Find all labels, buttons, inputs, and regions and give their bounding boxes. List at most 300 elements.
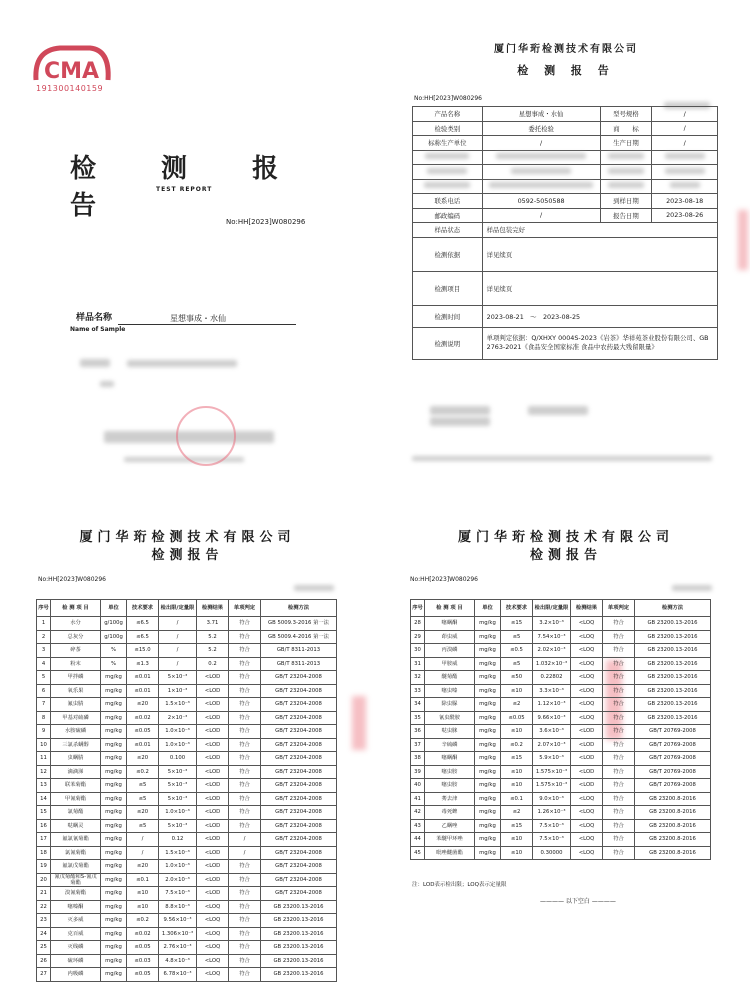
cell: 氰虫酰胺 bbox=[425, 711, 475, 725]
cell: 符合 bbox=[229, 698, 261, 712]
cell: GB 23200.13-2016 bbox=[635, 711, 711, 725]
cell: 11 bbox=[37, 752, 51, 766]
cell: 40 bbox=[411, 779, 425, 793]
cell: 克百威 bbox=[51, 927, 101, 941]
table-row bbox=[37, 873, 337, 887]
col-header: 检测结果 bbox=[571, 600, 603, 617]
cma-logo-text: CMA bbox=[44, 59, 100, 84]
cell: GB/T 23204-2008 bbox=[261, 738, 337, 752]
table-row bbox=[411, 644, 711, 658]
cell: mg/kg bbox=[475, 806, 501, 820]
table-row bbox=[413, 327, 718, 359]
cell: 39 bbox=[411, 765, 425, 779]
cell: 氯氰菊酯 bbox=[51, 846, 101, 860]
cell: 噻螨酮 bbox=[425, 752, 475, 766]
cell: 43 bbox=[411, 819, 425, 833]
cell: <LOQ bbox=[197, 914, 229, 928]
cell: 30 bbox=[411, 644, 425, 658]
col-header: 单项判定 bbox=[603, 600, 635, 617]
cell: ≤5 bbox=[501, 630, 533, 644]
cell: 噻嗪酮 bbox=[51, 900, 101, 914]
cell: 44 bbox=[411, 833, 425, 847]
cell: 14 bbox=[37, 792, 51, 806]
table-row bbox=[411, 684, 711, 698]
cell: 符合 bbox=[229, 887, 261, 901]
cell: <LOD bbox=[197, 873, 229, 887]
redacted-address bbox=[100, 372, 114, 391]
table-row bbox=[37, 833, 337, 847]
cell: 符合 bbox=[603, 630, 635, 644]
cell: mg/kg bbox=[101, 711, 127, 725]
cell: 符合 bbox=[603, 725, 635, 739]
cell: 标称生产单位 bbox=[413, 136, 483, 151]
cell: mg/kg bbox=[475, 792, 501, 806]
report-no: No:HH[2023]W080296 bbox=[414, 95, 482, 102]
redacted-client bbox=[80, 352, 237, 371]
cell: / bbox=[482, 136, 600, 151]
cell: / bbox=[159, 617, 197, 631]
cell: 1.5×10⁻³ bbox=[159, 698, 197, 712]
cell: mg/kg bbox=[475, 684, 501, 698]
cell: g/100g bbox=[101, 630, 127, 644]
cell: 13 bbox=[37, 779, 51, 793]
cell: ≤0.02 bbox=[127, 927, 159, 941]
cell: <LOQ bbox=[571, 819, 603, 833]
cell: 1 bbox=[37, 617, 51, 631]
cell: ≤10 bbox=[127, 887, 159, 901]
cell: 除虫脲 bbox=[425, 698, 475, 712]
cell: mg/kg bbox=[101, 941, 127, 955]
cell: <LOD bbox=[197, 779, 229, 793]
cell: 单项判定依据：Q/XHXY 0004S-2023《岩茶》华祥苑茶业股份有限公司、GB 2763-2021《食品安全国家标准 食品中农药最大残留限量》 bbox=[482, 327, 717, 359]
cell: GB/T 23204-2008 bbox=[261, 671, 337, 685]
table-row bbox=[411, 806, 711, 820]
cell: 哒螨灵 bbox=[51, 819, 101, 833]
cell: ≤10 bbox=[501, 833, 533, 847]
cell: <LOD bbox=[197, 738, 229, 752]
cell: <LOQ bbox=[571, 671, 603, 685]
cell: mg/kg bbox=[475, 617, 501, 631]
cell: ≤0.01 bbox=[127, 684, 159, 698]
cell: 5×10⁻³ bbox=[159, 792, 197, 806]
table-row bbox=[413, 223, 718, 238]
cell: ≤2 bbox=[501, 698, 533, 712]
cell: 25 bbox=[37, 941, 51, 955]
cell: 符合 bbox=[603, 671, 635, 685]
col-header: 检出限/定量限 bbox=[159, 600, 197, 617]
cell: mg/kg bbox=[475, 657, 501, 671]
cell: <LOQ bbox=[197, 968, 229, 982]
cell: 毒死蜱 bbox=[425, 806, 475, 820]
cell: GB/T 20769-2008 bbox=[635, 752, 711, 766]
cover-title-en: TEST REPORT bbox=[156, 186, 213, 193]
cell: 7 bbox=[37, 698, 51, 712]
cell: 7.5×10⁻³ bbox=[533, 833, 571, 847]
cell: 34 bbox=[411, 698, 425, 712]
cell: GB/T 8311-2013 bbox=[261, 644, 337, 658]
signature-row bbox=[430, 406, 720, 428]
cell: GB 23200.13-2016 bbox=[261, 927, 337, 941]
cell: GB 23200.8-2016 bbox=[635, 819, 711, 833]
cell: mg/kg bbox=[101, 860, 127, 874]
cell: ≤20 bbox=[127, 752, 159, 766]
cell: mg/kg bbox=[475, 725, 501, 739]
cell: <LOQ bbox=[571, 846, 603, 860]
cover-title: 检 测 报 告 bbox=[70, 154, 307, 221]
cell: GB/T 23204-2008 bbox=[261, 819, 337, 833]
cell: 4 bbox=[37, 657, 51, 671]
cell: 37 bbox=[411, 738, 425, 752]
cell: <LOQ bbox=[571, 833, 603, 847]
table-row bbox=[411, 779, 711, 793]
cell: 符合 bbox=[229, 684, 261, 698]
cell: GB 23200.13-2016 bbox=[261, 941, 337, 955]
cell: / bbox=[652, 107, 718, 122]
cell: 甲拌磷 bbox=[51, 671, 101, 685]
cell: GB 23200.13-2016 bbox=[635, 630, 711, 644]
cell: / bbox=[127, 833, 159, 847]
sample-name-label: 样品名称 bbox=[76, 313, 113, 323]
table-row bbox=[37, 887, 337, 901]
cell: 3.3×10⁻³ bbox=[533, 684, 571, 698]
col-header: 检出限/定量限 bbox=[533, 600, 571, 617]
table-row bbox=[37, 914, 337, 928]
cell: 33 bbox=[411, 684, 425, 698]
cell: 茚虫威 bbox=[425, 630, 475, 644]
table-row bbox=[37, 684, 337, 698]
cell: 符合 bbox=[229, 725, 261, 739]
cell: 符合 bbox=[603, 644, 635, 658]
cell: 3.71 bbox=[197, 617, 229, 631]
cell: 38 bbox=[411, 752, 425, 766]
report-title: 检测报告 bbox=[529, 548, 602, 563]
cell: / bbox=[159, 657, 197, 671]
table-row bbox=[37, 617, 337, 631]
table-row bbox=[411, 725, 711, 739]
table-row bbox=[37, 954, 337, 968]
cell: <LOQ bbox=[571, 630, 603, 644]
table-row bbox=[411, 738, 711, 752]
cell: <LOQ bbox=[571, 792, 603, 806]
cell: mg/kg bbox=[475, 752, 501, 766]
cover-report-no: No:HH[2023]W080296 bbox=[226, 218, 306, 226]
cell: GB 23200.8-2016 bbox=[635, 846, 711, 860]
cell: GB 23200.8-2016 bbox=[635, 792, 711, 806]
table-header bbox=[411, 600, 711, 617]
cell: 符合 bbox=[603, 819, 635, 833]
cell: mg/kg bbox=[475, 765, 501, 779]
cell: 检测依据 bbox=[413, 237, 483, 271]
cell: 9 bbox=[37, 725, 51, 739]
cell: <LOD bbox=[571, 725, 603, 739]
cell: 1.0×10⁻³ bbox=[159, 725, 197, 739]
org-name: 厦门华珩检测技术有限公司 bbox=[79, 530, 296, 545]
table-row bbox=[413, 194, 718, 209]
cell: mg/kg bbox=[475, 833, 501, 847]
cell: GB 23200.13-2016 bbox=[261, 900, 337, 914]
cell: 氧乐果 bbox=[51, 684, 101, 698]
cell: mg/kg bbox=[101, 846, 127, 860]
cell: 7.5×10⁻³ bbox=[159, 887, 197, 901]
cell: ≤0.2 bbox=[127, 765, 159, 779]
cell: 35 bbox=[411, 711, 425, 725]
cell: 噻虫胺 bbox=[425, 779, 475, 793]
cell: GB/T 20769-2008 bbox=[635, 725, 711, 739]
cell: mg/kg bbox=[101, 792, 127, 806]
cell: GB/T 23204-2008 bbox=[261, 711, 337, 725]
cell: <LOD bbox=[197, 752, 229, 766]
cell: <LOD bbox=[197, 792, 229, 806]
cell: ≤0.1 bbox=[127, 873, 159, 887]
cell: 7.5×10⁻³ bbox=[533, 819, 571, 833]
cell: 符合 bbox=[229, 927, 261, 941]
cell: 符合 bbox=[229, 779, 261, 793]
cell: 16 bbox=[37, 819, 51, 833]
cell: 灭线磷 bbox=[51, 941, 101, 955]
table-row bbox=[413, 208, 718, 223]
cell: 0.30000 bbox=[533, 846, 571, 860]
results-page-1 bbox=[0, 500, 375, 996]
cell: 1.0×10⁻³ bbox=[159, 806, 197, 820]
cell: 18 bbox=[37, 846, 51, 860]
cell: 总灰分 bbox=[51, 630, 101, 644]
table-row bbox=[37, 941, 337, 955]
cell: ≤0.01 bbox=[127, 738, 159, 752]
cell: ≤5 bbox=[127, 792, 159, 806]
cell: <LOQ bbox=[197, 954, 229, 968]
cell: GB 23200.13-2016 bbox=[635, 684, 711, 698]
table-header bbox=[37, 600, 337, 617]
cell: 委托检验 bbox=[482, 121, 600, 136]
cell: <LOD bbox=[197, 671, 229, 685]
cell: 氟氯氰菊酯 bbox=[51, 833, 101, 847]
table-row bbox=[37, 738, 337, 752]
table-row bbox=[411, 833, 711, 847]
cell: / bbox=[229, 833, 261, 847]
info-page bbox=[382, 0, 750, 490]
cell: 1×10⁻³ bbox=[159, 684, 197, 698]
table-row bbox=[413, 237, 718, 271]
report-no: No:HH[2023]W080296 bbox=[410, 576, 478, 583]
cell: mg/kg bbox=[101, 698, 127, 712]
table-row-redacted bbox=[413, 165, 718, 180]
cell: 15 bbox=[37, 806, 51, 820]
cell: 42 bbox=[411, 806, 425, 820]
cell: ≤6.5 bbox=[127, 617, 159, 631]
cell: 检验类别 bbox=[413, 121, 483, 136]
col-header: 检测方法 bbox=[635, 600, 711, 617]
cell: 符合 bbox=[603, 738, 635, 752]
cell: mg/kg bbox=[475, 630, 501, 644]
cell: / bbox=[127, 846, 159, 860]
org-name: 厦门华珩检测技术有限公司 bbox=[457, 530, 674, 545]
cell: 检测时间 bbox=[413, 305, 483, 327]
cell: ≤15 bbox=[501, 752, 533, 766]
cell: <LOD bbox=[571, 779, 603, 793]
cell: 符合 bbox=[229, 900, 261, 914]
cell: mg/kg bbox=[101, 684, 127, 698]
cell: GB/T 23204-2008 bbox=[261, 833, 337, 847]
col-header: 单位 bbox=[101, 600, 127, 617]
cell: mg/kg bbox=[101, 819, 127, 833]
cell: 41 bbox=[411, 792, 425, 806]
cell: 符合 bbox=[229, 806, 261, 820]
cell: ≤15 bbox=[501, 617, 533, 631]
cell: mg/kg bbox=[101, 738, 127, 752]
cell: 2023-08-26 bbox=[652, 208, 718, 223]
redacted-footer bbox=[412, 446, 718, 452]
table-row bbox=[37, 725, 337, 739]
cell: 2.76×10⁻³ bbox=[159, 941, 197, 955]
cell: 符合 bbox=[229, 671, 261, 685]
cell: 虫螨腈 bbox=[51, 752, 101, 766]
cell: 0.100 bbox=[159, 752, 197, 766]
cell: 5×10⁻³ bbox=[159, 819, 197, 833]
table-row bbox=[411, 846, 711, 860]
cell: ≤20 bbox=[127, 806, 159, 820]
cell: mg/kg bbox=[475, 698, 501, 712]
cell: GB/T 23204-2008 bbox=[261, 846, 337, 860]
cell: 样品包装完好 bbox=[482, 223, 717, 238]
cell: 2.02×10⁻³ bbox=[533, 644, 571, 658]
cell: <LOQ bbox=[571, 711, 603, 725]
cell: 硫环磷 bbox=[51, 954, 101, 968]
cell: GB 23200.13-2016 bbox=[635, 644, 711, 658]
cell: ≤0.2 bbox=[501, 738, 533, 752]
cell: mg/kg bbox=[475, 819, 501, 833]
cell: 8.8×10⁻³ bbox=[159, 900, 197, 914]
cell: 5×10⁻³ bbox=[159, 779, 197, 793]
cell: 6.78×10⁻³ bbox=[159, 968, 197, 982]
cell: 到样日期 bbox=[600, 194, 652, 209]
col-header: 检测结果 bbox=[197, 600, 229, 617]
cell: 1.5×10⁻³ bbox=[159, 846, 197, 860]
cell: <LOD bbox=[197, 887, 229, 901]
cell: GB 23200.13-2016 bbox=[635, 671, 711, 685]
cell: ≤0.02 bbox=[127, 711, 159, 725]
cell: 噻虫嗪 bbox=[425, 684, 475, 698]
cell: 符合 bbox=[603, 684, 635, 698]
table-row bbox=[411, 617, 711, 631]
cell: 产品名称 bbox=[413, 107, 483, 122]
report-title: 检 测 报 告 bbox=[517, 64, 615, 77]
table-row bbox=[411, 752, 711, 766]
cell: g/100g bbox=[101, 617, 127, 631]
cell: GB 23200.13-2016 bbox=[635, 657, 711, 671]
table-row-redacted bbox=[413, 150, 718, 165]
cell: GB/T 20769-2008 bbox=[635, 779, 711, 793]
cell: 噻螨酮 bbox=[425, 617, 475, 631]
cell: 2.07×10⁻³ bbox=[533, 738, 571, 752]
table-row-redacted bbox=[413, 179, 718, 194]
cell: / bbox=[482, 208, 600, 223]
cell: 21 bbox=[37, 887, 51, 901]
cell: 符合 bbox=[229, 752, 261, 766]
cell: mg/kg bbox=[101, 833, 127, 847]
cell: 5×10⁻³ bbox=[159, 765, 197, 779]
cell: mg/kg bbox=[101, 927, 127, 941]
cell: 22 bbox=[37, 900, 51, 914]
cell: <LOD bbox=[197, 698, 229, 712]
cell: 20 bbox=[37, 873, 51, 887]
table-row bbox=[37, 698, 337, 712]
cell: 28 bbox=[411, 617, 425, 631]
cell: <LOQ bbox=[571, 698, 603, 712]
cell: GB/T 23204-2008 bbox=[261, 752, 337, 766]
cell: mg/kg bbox=[475, 671, 501, 685]
col-header: 检测方法 bbox=[261, 600, 337, 617]
cell: 23 bbox=[37, 914, 51, 928]
cell: 水分 bbox=[51, 617, 101, 631]
table-row bbox=[411, 819, 711, 833]
results-table bbox=[36, 599, 337, 982]
cell: ≤10 bbox=[501, 779, 533, 793]
table-row bbox=[37, 927, 337, 941]
cell: <LOD bbox=[197, 711, 229, 725]
redacted-page-mark bbox=[294, 576, 334, 595]
cell: 2×10⁻³ bbox=[159, 711, 197, 725]
sample-name-value: 星想事成・水仙 bbox=[170, 314, 226, 323]
cell: 氯菊酯 bbox=[51, 806, 101, 820]
sample-name-underline bbox=[118, 324, 296, 325]
cell: 9.56×10⁻³ bbox=[159, 914, 197, 928]
table-row bbox=[37, 792, 337, 806]
cell: GB/T 23204-2008 bbox=[261, 792, 337, 806]
cell: 19 bbox=[37, 860, 51, 874]
cell: <LOD bbox=[571, 738, 603, 752]
table-row bbox=[411, 698, 711, 712]
cell: <LOD bbox=[197, 684, 229, 698]
cell: 报告日期 bbox=[600, 208, 652, 223]
cell: GB 23200.13-2016 bbox=[635, 617, 711, 631]
cell: 符合 bbox=[229, 657, 261, 671]
cell: <LOQ bbox=[197, 941, 229, 955]
cell: 29 bbox=[411, 630, 425, 644]
cell: mg/kg bbox=[101, 671, 127, 685]
cell: 17 bbox=[37, 833, 51, 847]
redacted-page-mark bbox=[672, 576, 712, 595]
cell: / bbox=[652, 121, 718, 136]
table-row bbox=[37, 765, 337, 779]
cell: mg/kg bbox=[101, 873, 127, 887]
cell: 符合 bbox=[603, 792, 635, 806]
cell: ≤2 bbox=[501, 806, 533, 820]
cell: <LOD bbox=[197, 860, 229, 874]
cell: 符合 bbox=[603, 657, 635, 671]
cell: 1.575×10⁻³ bbox=[533, 779, 571, 793]
cell: mg/kg bbox=[101, 725, 127, 739]
cell: 符合 bbox=[229, 968, 261, 982]
cell: 24 bbox=[37, 927, 51, 941]
cell: % bbox=[101, 657, 127, 671]
cell: 符合 bbox=[603, 833, 635, 847]
cell: 滴滴涕 bbox=[51, 765, 101, 779]
cell: <LOQ bbox=[197, 900, 229, 914]
table-row bbox=[37, 671, 337, 685]
cell: 联苯菊酯 bbox=[51, 779, 101, 793]
cell: 详见续页 bbox=[482, 271, 717, 305]
table-row bbox=[413, 121, 718, 136]
cell: <LOD bbox=[197, 765, 229, 779]
cell: 醚菊酯 bbox=[425, 671, 475, 685]
cell: 符合 bbox=[229, 617, 261, 631]
report-title: 检测报告 bbox=[151, 548, 224, 563]
cell: GB/T 20769-2008 bbox=[635, 738, 711, 752]
cell: mg/kg bbox=[101, 887, 127, 901]
cell: <LOD bbox=[571, 752, 603, 766]
cell: <LOQ bbox=[571, 644, 603, 658]
cell: 5.2 bbox=[197, 644, 229, 658]
